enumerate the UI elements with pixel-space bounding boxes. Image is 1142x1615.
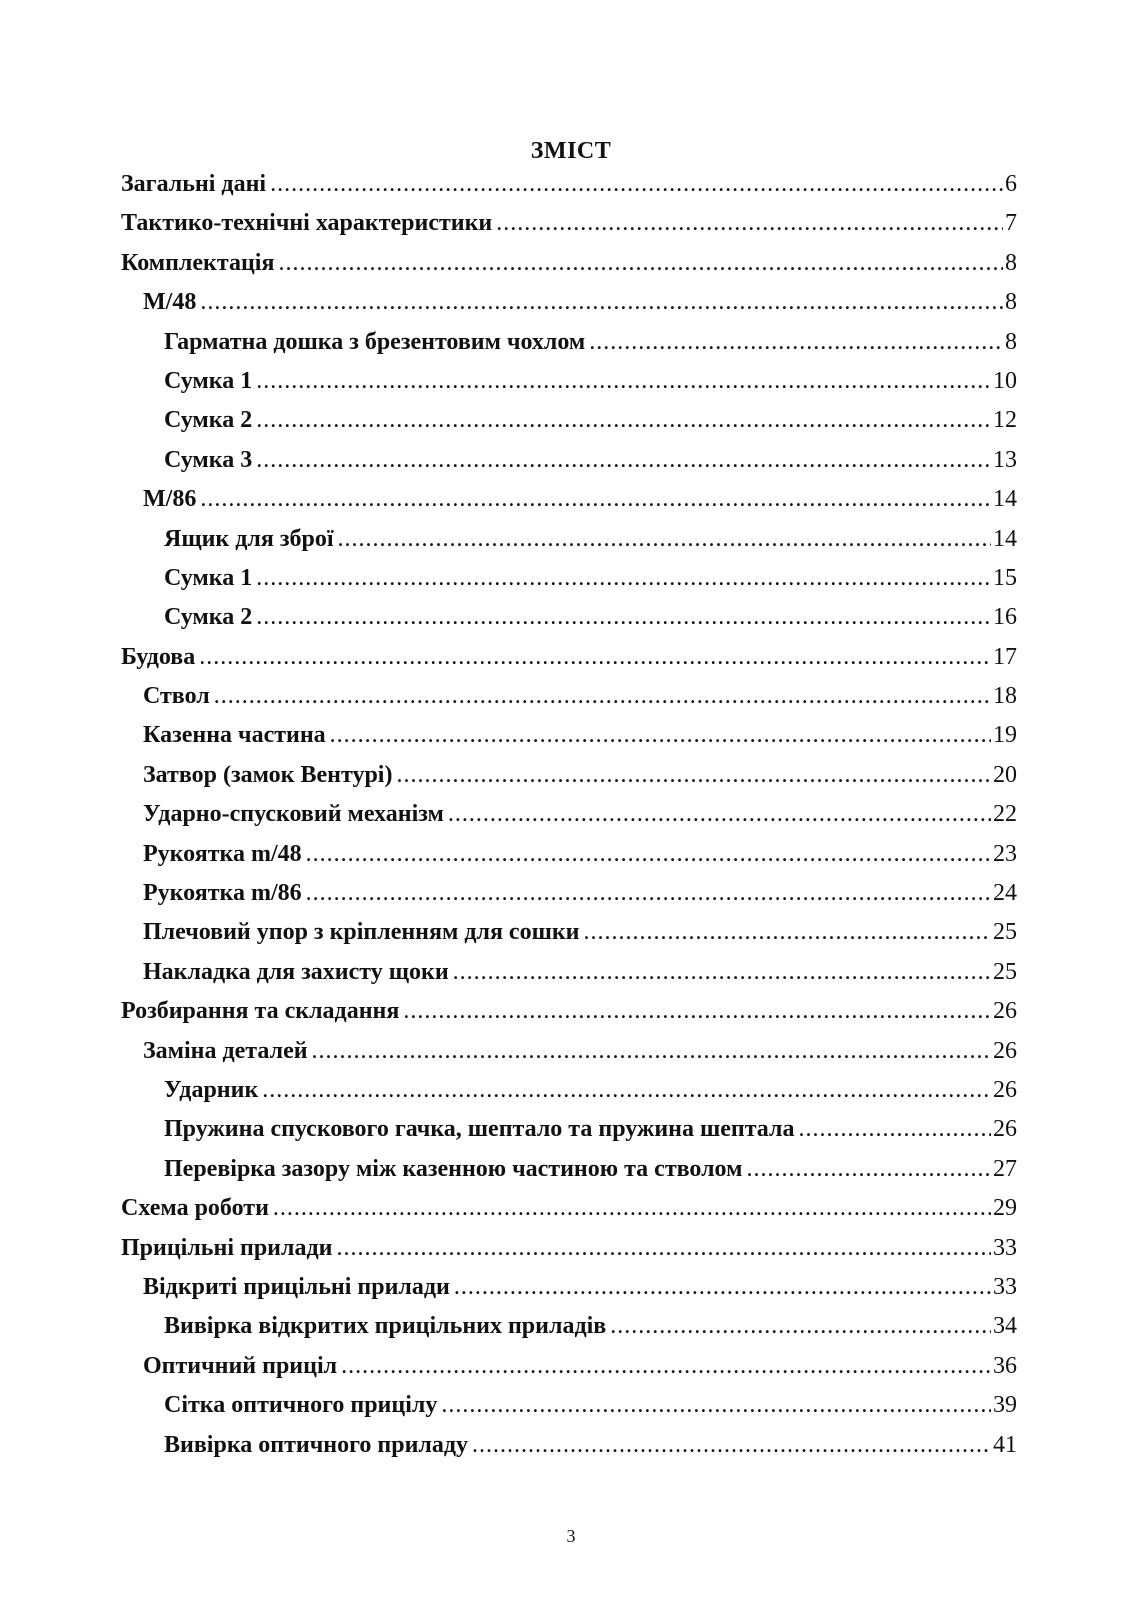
toc-entry-page: 10 (993, 367, 1017, 394)
toc-dot-leader (256, 598, 991, 637)
toc-entry-page: 8 (1005, 249, 1017, 276)
toc-entry-page: 25 (993, 919, 1017, 946)
toc-entry-page: 14 (993, 486, 1017, 513)
toc-dot-leader (396, 756, 991, 795)
toc-entry-page: 27 (993, 1155, 1017, 1182)
toc-dot-leader (306, 835, 991, 874)
toc-entry-label: M/86 (143, 486, 197, 513)
toc-entry-page: 8 (1005, 289, 1017, 316)
toc-entry-label: Заміна деталей (143, 1037, 308, 1064)
toc-entry-label: Ударно-спусковий механізм (143, 801, 444, 828)
toc-dot-leader (441, 1386, 991, 1425)
toc-entry-label: Накладка для захисту щоки (143, 958, 449, 985)
toc-dot-leader (338, 520, 992, 559)
toc-dot-leader (746, 1150, 991, 1189)
toc-entry-page: 24 (993, 880, 1017, 907)
toc-entry[interactable] (121, 362, 1017, 401)
toc-dot-leader (496, 204, 1003, 243)
toc-entry[interactable] (121, 1150, 1017, 1189)
toc-dot-leader (798, 1110, 991, 1149)
toc-dot-leader (256, 559, 991, 598)
toc-entry[interactable] (121, 559, 1017, 598)
toc-entry-label: M/48 (143, 289, 197, 316)
toc-entry-label: Тактико-технічні характеристики (121, 210, 493, 237)
toc-entry[interactable] (121, 874, 1017, 913)
toc-entry[interactable] (121, 480, 1017, 519)
toc-entry[interactable] (121, 1426, 1017, 1465)
toc-entry[interactable] (121, 677, 1017, 716)
toc-entry[interactable] (121, 953, 1017, 992)
toc-dot-leader (448, 795, 991, 834)
toc-entry-label: Рукоятка m/48 (143, 840, 302, 867)
toc-dot-leader (270, 165, 1003, 204)
toc-dot-leader (589, 323, 1003, 362)
toc-entry-page: 23 (993, 840, 1017, 867)
toc-entry-page: 26 (993, 1037, 1017, 1064)
toc-dot-leader (336, 1229, 991, 1268)
toc-entry-label: Ударник (164, 1076, 259, 1103)
toc-entry[interactable] (121, 795, 1017, 834)
toc-entry-label: Ящик для зброї (164, 525, 334, 552)
toc-entry[interactable] (121, 1386, 1017, 1425)
toc-entry[interactable] (121, 716, 1017, 755)
toc-entry-page: 34 (993, 1313, 1017, 1340)
toc-entry[interactable] (121, 520, 1017, 559)
toc-entry-page: 26 (993, 1076, 1017, 1103)
toc-entry[interactable] (121, 244, 1017, 283)
toc-dot-leader (256, 362, 991, 401)
toc-dot-leader (200, 283, 1003, 322)
toc-dot-leader (403, 992, 991, 1031)
toc-entry-page: 26 (993, 998, 1017, 1025)
table-of-contents (121, 165, 1017, 1465)
toc-dot-leader (256, 441, 991, 480)
toc-entry-page: 41 (993, 1431, 1017, 1458)
toc-dot-leader (341, 1347, 991, 1386)
toc-entry-label: Гарматна дошка з брезентовим чохлом (164, 328, 586, 355)
toc-entry-label: Рукоятка m/86 (143, 880, 302, 907)
toc-dot-leader (273, 1189, 991, 1228)
toc-entry-page: 8 (1005, 328, 1017, 355)
toc-entry-page: 36 (993, 1352, 1017, 1379)
toc-dot-leader (306, 874, 991, 913)
toc-entry[interactable] (121, 441, 1017, 480)
toc-entry-page: 12 (993, 407, 1017, 434)
toc-entry-label: Сумка 3 (164, 446, 253, 473)
toc-entry[interactable] (121, 835, 1017, 874)
toc-entry-label: Перевірка зазору між казенною частиною та стволом (164, 1155, 743, 1182)
toc-entry[interactable] (121, 756, 1017, 795)
toc-entry[interactable] (121, 1110, 1017, 1149)
toc-dot-leader (256, 401, 991, 440)
toc-entry-page: 25 (993, 958, 1017, 985)
toc-entry-page: 6 (1005, 171, 1017, 197)
toc-dot-leader (214, 677, 991, 716)
toc-dot-leader (610, 1307, 991, 1346)
toc-dot-leader (584, 913, 992, 952)
toc-entry[interactable] (121, 1032, 1017, 1071)
toc-entry-label: Затвор (замок Вентурі) (143, 761, 393, 788)
toc-entry[interactable] (121, 1189, 1017, 1228)
toc-dot-leader (312, 1032, 991, 1071)
toc-entry-page: 33 (993, 1234, 1017, 1261)
toc-entry[interactable] (121, 283, 1017, 322)
toc-entry-page: 13 (993, 446, 1017, 473)
toc-entry[interactable] (121, 1229, 1017, 1268)
toc-entry-page: 26 (993, 1116, 1017, 1143)
toc-entry[interactable] (121, 165, 1017, 204)
toc-entry[interactable] (121, 1347, 1017, 1386)
toc-entry-label: Казенна частина (143, 722, 326, 749)
toc-entry-page: 39 (993, 1392, 1017, 1419)
toc-entry-page: 20 (993, 761, 1017, 788)
toc-entry[interactable] (121, 1071, 1017, 1110)
toc-entry[interactable] (121, 1268, 1017, 1307)
toc-entry-page: 18 (993, 683, 1017, 710)
toc-entry-label: Сумка 1 (164, 367, 253, 394)
toc-entry[interactable] (121, 204, 1017, 243)
toc-entry-page: 19 (993, 722, 1017, 749)
toc-dot-leader (454, 1268, 991, 1307)
toc-entry[interactable] (121, 401, 1017, 440)
toc-entry-label: Вивірка відкритих прицільних приладів (164, 1313, 607, 1340)
toc-entry-label: Сумка 2 (164, 604, 253, 631)
toc-entry-label: Сумка 1 (164, 564, 253, 591)
toc-entry[interactable] (121, 992, 1017, 1031)
toc-entry-label: Розбирання та складання (121, 998, 400, 1025)
toc-entry[interactable] (121, 598, 1017, 637)
toc-entry[interactable] (121, 1307, 1017, 1346)
toc-entry-page: 29 (993, 1195, 1017, 1222)
toc-entry-label: Сумка 2 (164, 407, 253, 434)
toc-entry[interactable] (121, 638, 1017, 677)
toc-entry-page: 17 (993, 643, 1017, 670)
toc-entry-label: Вивірка оптичного приладу (164, 1431, 468, 1458)
toc-entry-label: Сітка оптичного прицілу (164, 1392, 438, 1419)
toc-entry-label: Оптичний приціл (143, 1352, 338, 1379)
toc-entry-page: 33 (993, 1273, 1017, 1300)
toc-entry-label: Пружина спускового гачка, шептало та пружина шептала (164, 1116, 795, 1143)
toc-dot-leader (453, 953, 991, 992)
toc-entry-label: Комплектація (121, 249, 275, 276)
toc-entry-label: Схема роботи (121, 1195, 269, 1222)
toc-dot-leader (262, 1071, 991, 1110)
toc-entry-label: Будова (121, 643, 196, 670)
page-number: 3 (566, 1526, 576, 1546)
toc-entry-page: 16 (993, 604, 1017, 631)
toc-dot-leader (199, 638, 991, 677)
toc-entry-label: Плечовий упор з кріпленням для сошки (143, 919, 580, 946)
toc-dot-leader (200, 480, 991, 519)
page-title: ЗМІСТ (530, 138, 612, 164)
toc-entry-label: Прицільні прилади (121, 1234, 333, 1261)
toc-entry-page: 22 (993, 801, 1017, 828)
toc-entry-page: 14 (993, 525, 1017, 552)
toc-entry-page: 7 (1005, 210, 1017, 237)
toc-entry-label: Відкриті прицільні прилади (143, 1273, 450, 1300)
toc-entry-page: 15 (993, 564, 1017, 591)
toc-entry[interactable] (121, 913, 1017, 952)
toc-entry[interactable] (121, 323, 1017, 362)
toc-dot-leader (472, 1426, 991, 1465)
toc-dot-leader (330, 716, 991, 755)
toc-entry-label: Загальні дані (121, 171, 267, 197)
toc-dot-leader (278, 244, 1003, 283)
toc-entry-label: Ствол (143, 683, 210, 710)
